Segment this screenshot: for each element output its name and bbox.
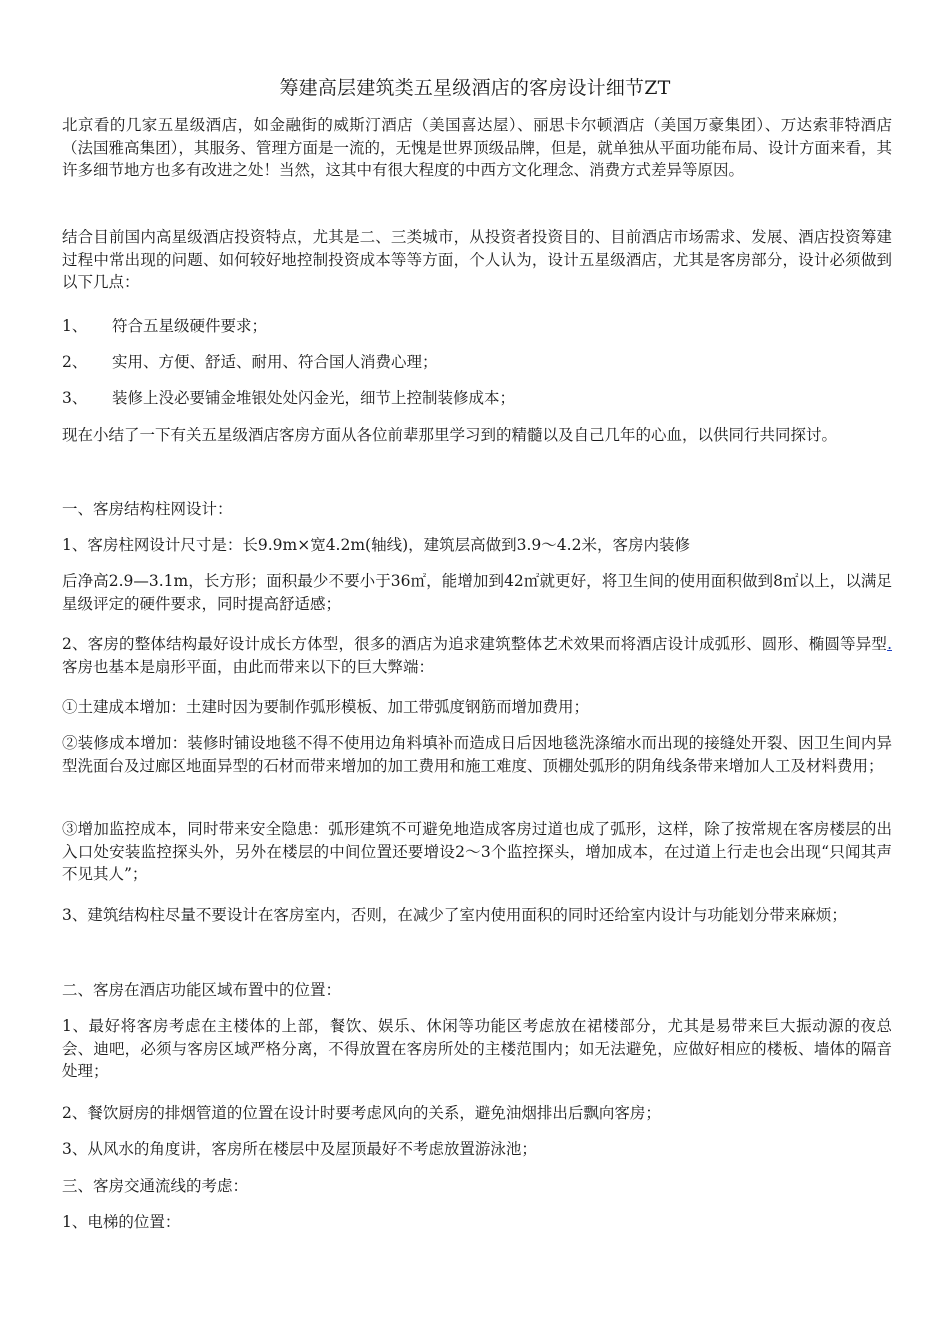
requirement-item-2 [62, 351, 892, 374]
requirement-item-3 [62, 387, 892, 410]
summary-paragraph: 现在小结了一下有关五星级酒店客房方面从各位前辈那里学习到的精髓以及自己几年的心血，以供同行共同探讨。 [62, 426, 838, 444]
drawback-item-2: ②装修成本增加：装修时铺设地毯不得不使用边角料填补而造成日后因地毯洗涤缩水而出现的接缝处开裂、因卫生间内异型洗面台及过廊区地面异型的石材而带来增加的加工费用和施工难度、顶棚处弧形的阴角线条带来增加人工及材料费用； [62, 734, 892, 775]
section-1-paragraph-1: 1、客房柱网设计尺寸是：长9.9m×宽4.2m(轴线)，建筑层高做到3.9～4.2米，客房内装修 [62, 536, 690, 554]
section-1-paragraph-2: 后净高2.9—3.1m，长方形；面积最少不要小于36㎡，能增加到42㎡就更好，将卫生间的使用面积做到8㎡以上，以满足星级评定的硬件要求，同时提高舒适感； [62, 572, 892, 613]
requirement-item-1 [62, 315, 892, 338]
requirement-number: 2、 [62, 353, 88, 371]
section-1-paragraph-3-tail: 客房也基本是扇形平面，由此而带来以下的巨大弊端： [62, 657, 435, 676]
drawback-item-1: ①土建成本增加：土建时因为要制作弧形模板、加工带弧度钢筋而增加费用； [62, 698, 590, 716]
intro-paragraph-1: 北京看的几家五星级酒店，如金融街的威斯汀酒店（美国喜达屋）、丽思卡尔顿酒店（美国万豪集团）、万达索菲特酒店（法国雅高集团），其服务、管理方面是一流的，无愧是世界顶级品牌，但是，就单独从平面功能布局、设计方面来看，其许多细节地方也多有改进之处！当然，这其中有很大程度的中西方文化理念、消费方式差异等原因。 [62, 116, 892, 179]
section-1-paragraph-3 [62, 633, 892, 678]
drawback-item-3: ③增加监控成本，同时带来安全隐患：弧形建筑不可避免地造成客房过道也成了弧形，这样，除了按常规在客房楼层的出入口处安装监控探头外，另外在楼层的中间位置还要增设2～3个监控探头，增加成本，在过道上行走也会出现“只闻其声不见其人”； [62, 820, 892, 883]
section-2-paragraph-2: 2、餐饮厨房的排烟管道的位置在设计时要考虑风向的关系，避免油烟排出后飘向客房； [62, 1104, 661, 1122]
section-2-paragraph-1: 1、最好将客房考虑在主楼体的上部，餐饮、娱乐、休闲等功能区考虑放在裙楼部分，尤其是易带来巨大振动源的夜总会、迪吧，必须与客房区域严格分离，不得放置在客房所处的主楼范围内；如无法避免，应做好相应的楼板、墙体的隔音处理； [62, 1017, 892, 1080]
section-2-paragraph-3: 3、从风水的角度讲，客房所在楼层中及屋顶最好不考虑放置游泳池； [62, 1140, 537, 1158]
intro-paragraph-2: 结合目前国内高星级酒店投资特点，尤其是二、三类城市，从投资者投资目的、目前酒店市场需求、发展、酒店投资筹建过程中常出现的问题、如何较好地控制投资成本等等方面，个人认为，设计五星级酒店，尤其是客房部分，设计必须做到以下几点： [62, 228, 892, 291]
requirement-text: 装修上没必要铺金堆银处处闪金光，细节上控制装修成本； [112, 389, 516, 407]
section-3-paragraph-1: 1、电梯的位置： [62, 1213, 181, 1231]
section-2-heading: 二、客房在酒店功能区域布置中的位置： [62, 981, 342, 999]
section-1-paragraph-3-main: 2、客房的整体结构最好设计成长方体型，很多的酒店为追求建筑整体艺术效果而将酒店设计成弧形、圆形、椭圆等异型 [62, 635, 888, 653]
section-1-heading: 一、客房结构柱网设计： [62, 500, 233, 518]
requirement-number: 3、 [62, 389, 88, 407]
requirement-text: 实用、方便、舒适、耐用、符合国人消费心理； [112, 353, 438, 371]
document-title: 筹建高层建筑类五星级酒店的客房设计细节ZT [279, 77, 671, 99]
requirement-text: 符合五星级硬件要求； [112, 317, 268, 335]
inline-link[interactable]: . [887, 635, 892, 653]
section-1-paragraph-4: 3、建筑结构柱尽量不要设计在客房室内，否则，在减少了室内使用面积的同时还给室内设计与功能划分带来麻烦； [62, 906, 847, 924]
requirement-number: 1、 [62, 317, 88, 335]
section-3-heading: 三、客房交通流线的考虑： [62, 1177, 249, 1195]
